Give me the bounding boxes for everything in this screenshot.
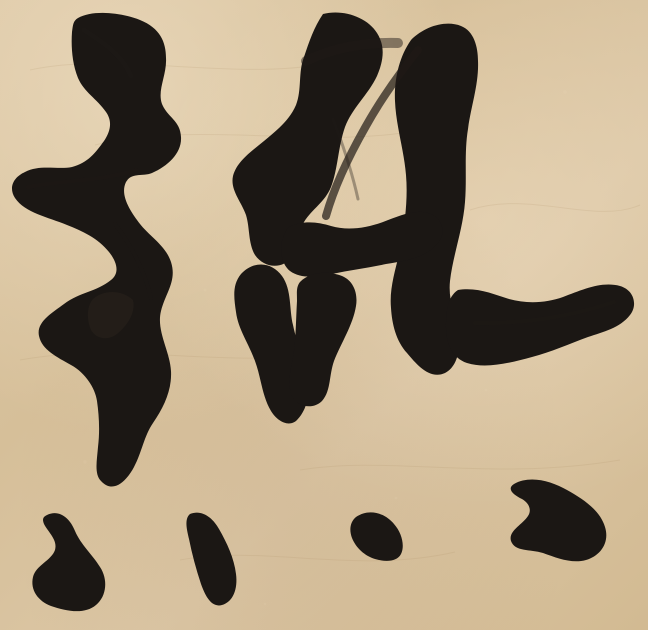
right-component-strokes xyxy=(232,13,634,424)
bottom-dot-strokes xyxy=(32,480,606,612)
left-radical-strokes xyxy=(12,13,181,487)
